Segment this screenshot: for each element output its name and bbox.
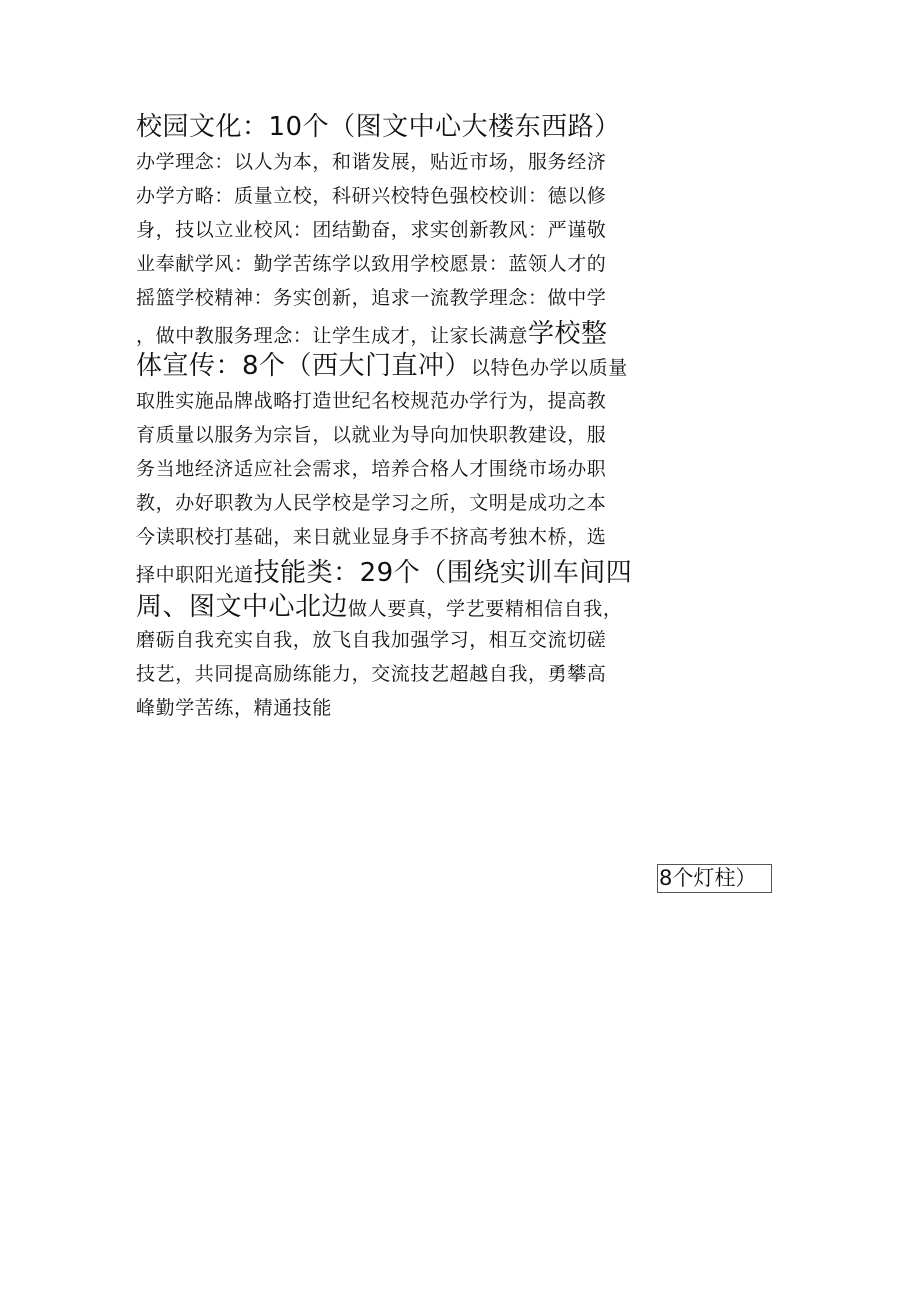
text-line <box>136 460 606 479</box>
text-line <box>136 594 622 620</box>
heading-school-publicity <box>136 353 628 379</box>
body-text: 育质量以服务为宗旨，以就业为导向加快职教建设，服 <box>136 424 607 446</box>
text-line <box>136 321 608 347</box>
body-text: 做人要真，学艺要精相信自我， <box>348 598 623 620</box>
body-text: 业奉献学风：勤学苦练学以致用学校愿景：蓝领人才的 <box>136 253 607 275</box>
heading-text: 技能类：29个（围绕实训车间四 <box>253 558 633 588</box>
body-text: 取胜实施品牌战略打造世纪名校规范办学行为，提高教 <box>136 390 607 412</box>
body-text: 身，技以立业校风：团结勤奋，求实创新教风：严谨敬 <box>136 219 607 241</box>
text-line <box>136 221 606 240</box>
body-text: 峰勤学苦练，精通技能 <box>136 697 333 719</box>
text-line <box>136 699 332 718</box>
text-line <box>136 528 606 547</box>
text-line <box>136 255 606 274</box>
body-text: 择中职阳光道 <box>136 564 254 586</box>
body-text: 办学方略：质量立校，科研兴校特色强校校训：德以修 <box>136 185 607 207</box>
heading-skills <box>136 560 632 586</box>
heading-text: 体宣传：8个（西大门直冲） <box>136 351 472 381</box>
body-text: 技艺，共同提高励练能力，交流技艺超越自我，勇攀高 <box>136 663 607 685</box>
side-note-text: 8个灯柱） <box>659 866 757 890</box>
heading-text: 校园文化：10个（图文中心大楼东西路） <box>136 112 621 142</box>
text-line <box>136 289 606 308</box>
body-text: 办学理念：以人为本，和谐发展，贴近市场，服务经济 <box>136 151 607 173</box>
body-text: 教，办好职教为人民学校是学习之所，文明是成功之本 <box>136 492 607 514</box>
text-line <box>136 665 606 684</box>
text-line <box>136 494 606 513</box>
body-text: 磨砺自我充实自我，放飞自我加强学习，相互交流切磋 <box>136 629 607 651</box>
side-note-box <box>657 864 772 893</box>
text-line <box>136 153 606 172</box>
text-line <box>136 392 606 411</box>
heading-text: 周、图文中心北边 <box>136 592 349 622</box>
heading-text: 学校整 <box>528 319 608 349</box>
body-text: 今读职校打基础，来日就业显身手不挤高考独木桥，选 <box>136 526 607 548</box>
body-text: 摇篮学校精神：务实创新，追求一流教学理念：做中学 <box>136 287 607 309</box>
body-text: ，做中教服务理念：让学生成才，让家长满意 <box>136 325 529 347</box>
heading-campus-culture <box>136 114 621 140</box>
text-line <box>136 631 606 650</box>
body-text: 务当地经济适应社会需求，培养合格人才围绕市场办职 <box>136 458 607 480</box>
text-line <box>136 426 606 445</box>
body-text: 以特色办学以质量 <box>471 357 628 379</box>
text-line <box>136 187 606 206</box>
